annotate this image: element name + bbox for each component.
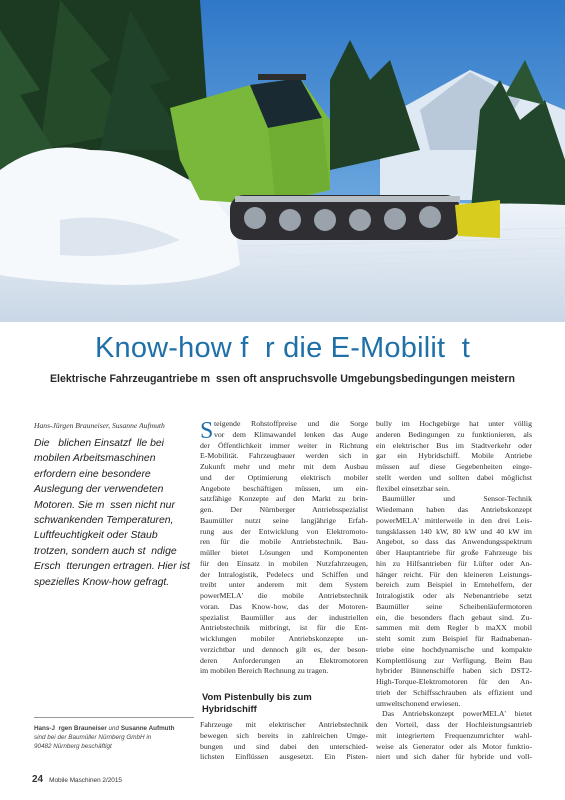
page-footer [32, 769, 122, 787]
journal-name: Mobile Maschinen 2/2015 [49, 777, 122, 784]
body-text-line: flexibel einsetzbar sein. [376, 483, 450, 493]
body-text-line: deren Anforderungen an Elektromotoren [200, 655, 368, 665]
teaser-line: trotzen, sondern auch st ndige [34, 545, 177, 557]
body-text-line: verzichtbar und dennoch gilt es, der beson- [200, 644, 368, 654]
page-number: 24 [32, 774, 44, 785]
body-text-line: müssen auf diese Gegebenheiten einge- [376, 462, 532, 471]
article-authors: Hans-Jürgen Brauneiser, Susanne Aufmuth [34, 421, 165, 430]
body-text-line: ein, die besonders flach gebaut sind. Zu- [376, 612, 532, 622]
teaser-line: Ersch tterungen ertragen. Hier ist [34, 561, 190, 573]
body-text-line: powerMELA' die mobile Antriebstechnik [200, 591, 368, 600]
body-text-line: weise als Generator oder als Motor funktio- [376, 741, 532, 751]
body-text-line: sammen mit dem Regler b maXX mobil [376, 623, 532, 633]
snow-groomer-photo [0, 0, 565, 322]
body-text-line: hybrider Binnenschiffe haben sich DST2- [376, 666, 532, 676]
body-text-line: gar ein Hybridschiff. Mobile Antriebe [376, 451, 532, 461]
author-info-box [34, 717, 194, 751]
body-text-line: der Intralogistik, Pedelecs und Schiffen und [200, 569, 368, 579]
body-text-line: Angebote beschäftigen müssen, um ein- [200, 483, 368, 493]
body-text-line: tungsklassen 140 kW, 80 kW und 40 kW im [376, 526, 532, 536]
section-subheading [202, 691, 370, 715]
body-column-middle [200, 419, 368, 677]
body-text-line: High-Torque-Elektromotoren für den An- [376, 677, 532, 686]
body-text-line: über Hauptantriebe für große Fahrzeuge bis [376, 548, 532, 557]
body-text-line: im mobilen Bereich Rechnung zu tragen. [200, 666, 329, 676]
author-info-line: sind bei der Baumüller Nürnberg GmbH in [34, 734, 152, 741]
subheading-line: Vom Pistenbully bis zum [202, 691, 312, 702]
body-text-line: Intralogistik oder als Nebenantriebe setzt [376, 591, 532, 600]
body-text-line: spezialist Baumüller aus der industriellen [200, 612, 368, 622]
body-text-line: trieb der Schiffsschrauben als effizient und [376, 687, 532, 697]
body-text-line: müller bietet Lösungen und Komponenten [200, 548, 368, 557]
body-text-line: Baumüller nutzt seine langjährige Erfah- [200, 515, 368, 525]
body-text-line: teigende Rohstoffpreise und die Sorge [214, 419, 368, 428]
article-teaser [34, 436, 196, 590]
author-conjunction: und [106, 725, 121, 732]
body-text-line: lichsten Einflüssen ausgesetzt. Ein Pisten- [200, 752, 368, 762]
subheading-line: Hybridschiff [202, 703, 257, 714]
body-column-right [376, 419, 532, 763]
author-name: Hans-J rgen Brauneiser [34, 725, 107, 732]
body-text-line: mit integriertem Frequenzumrichter wahl- [376, 730, 532, 740]
body-column-middle-continued [200, 720, 368, 763]
body-text-line: Wiedemann haben das Antriebskonzept [376, 505, 532, 514]
teaser-line: Luftfeuchtigkeit oder Staub [34, 530, 158, 542]
body-text-line: satzfähige Konzepte auf den Markt zu brin- [200, 494, 368, 504]
author-info-line: 90482 Nürnberg beschäftigt [34, 743, 112, 750]
body-text-line: hin zu Hilfsantrieben für Lüfter oder An- [376, 558, 532, 568]
body-text-line: wicklungen mobiler Antriebskonzepte un- [200, 634, 368, 643]
body-text-line: Baumüller seine Scheibenläufermotoren [376, 601, 532, 611]
body-text-line: niert und sich daher für hybride und voll- [376, 752, 532, 762]
body-text-line: Komplettlösung zur Verfügung. Beim Bau [376, 655, 532, 665]
author-name: Susanne Aufmuth [120, 725, 175, 732]
body-text-line: ein elektrischer Bus im Stadtverkehr oder [376, 440, 532, 450]
body-text-line: für den Einsatz in mobilen Nutzfahrzeugen, [200, 558, 368, 568]
body-text-line: hänger reicht. Für den kleineren Leistungs- [376, 569, 532, 579]
body-text-line: bereich zum Beispiel in Erntehelfern, der [376, 580, 532, 590]
teaser-line: spezielles Know-how gefragt. [34, 576, 170, 588]
body-text-line: E-Mobilität. Fahrzeugbauer werden sich in [200, 451, 368, 461]
body-text-line: stellt werden und sollten dabei möglichst [376, 472, 532, 482]
body-text-line: powerMELA' mittlerweile in den drei Leis- [376, 515, 532, 525]
teaser-line: mobilen Arbeitsmaschinen [34, 453, 156, 465]
teaser-line: Auslegung der verwendeten [34, 484, 164, 496]
author-info-line [34, 724, 194, 733]
body-text-line: Antriebstechnik mitbringt, ist für die Ent- [200, 623, 368, 633]
article-headline: Know-how f r die E-Mobilit t [94, 332, 471, 364]
teaser-line: schwankenden Temperaturen, [34, 515, 174, 527]
body-text-line: bully im Hochgebirge hat unter völlig [376, 419, 532, 428]
body-text-line: steht somit zum Beispiel für Radnabenan- [376, 634, 532, 643]
body-text-line: ren für die mobile Antriebstechnik. Bau- [200, 537, 368, 547]
body-text-line: triebe eine hochdynamische und kompakte [376, 644, 532, 654]
article-subline: Elektrische Fahrzeugantriebe m ssen oft anspruchsvolle Umgebungsbedingungen meistern [49, 373, 516, 385]
body-text-line: voran. Das Know-how, das der Motoren- [200, 601, 368, 611]
body-text-line: Baumüller und Sensor-Technik [382, 494, 532, 504]
teaser-line: erfordern eine besondere [34, 468, 151, 480]
body-text-line: treibt unter anderem mit dem System [200, 580, 368, 590]
body-text-line: und der Optimierung elektrisch mobiler [200, 472, 368, 482]
body-text-line: der Öffentlichkeit immer weiter in Richtung [200, 440, 368, 450]
body-text-line: umweltschonend erwiesen. [376, 698, 461, 708]
body-text-line: den Vorteil, dass der Hochleistungsantrieb [376, 720, 532, 729]
teaser-line: Motoren. Sie m ssen nicht nur [34, 499, 175, 511]
drop-cap: S [200, 418, 214, 444]
body-text-line: Angebot, so dass das Anwendungsspektrum [376, 537, 532, 547]
body-text-line: anderen Bedingungen zu funktionieren, als [376, 429, 532, 439]
body-text-line: Zukunft mehr und mehr mit dem Ausbau [200, 462, 368, 471]
teaser-line: Die blichen Einsatzf lle bei [34, 438, 164, 449]
body-text-line: vor dem Klimawandel lenken das Auge [214, 429, 368, 439]
body-text-line: bungen und sind dabei den unterschied- [200, 741, 368, 751]
body-text-line: gen. Der Nürnberger Antriebsspezialist [200, 505, 368, 514]
body-text-line: bewegen sich bereits in zahlreichen Umge- [200, 730, 368, 740]
body-text-line: Fahrzeuge mit elektrischer Antriebstechnik [200, 720, 368, 729]
body-text-line: Das Antriebskonzept powerMELA' bietet [382, 709, 532, 719]
body-text-line: rung aus der Entwicklung von Elektromoto- [200, 526, 368, 536]
